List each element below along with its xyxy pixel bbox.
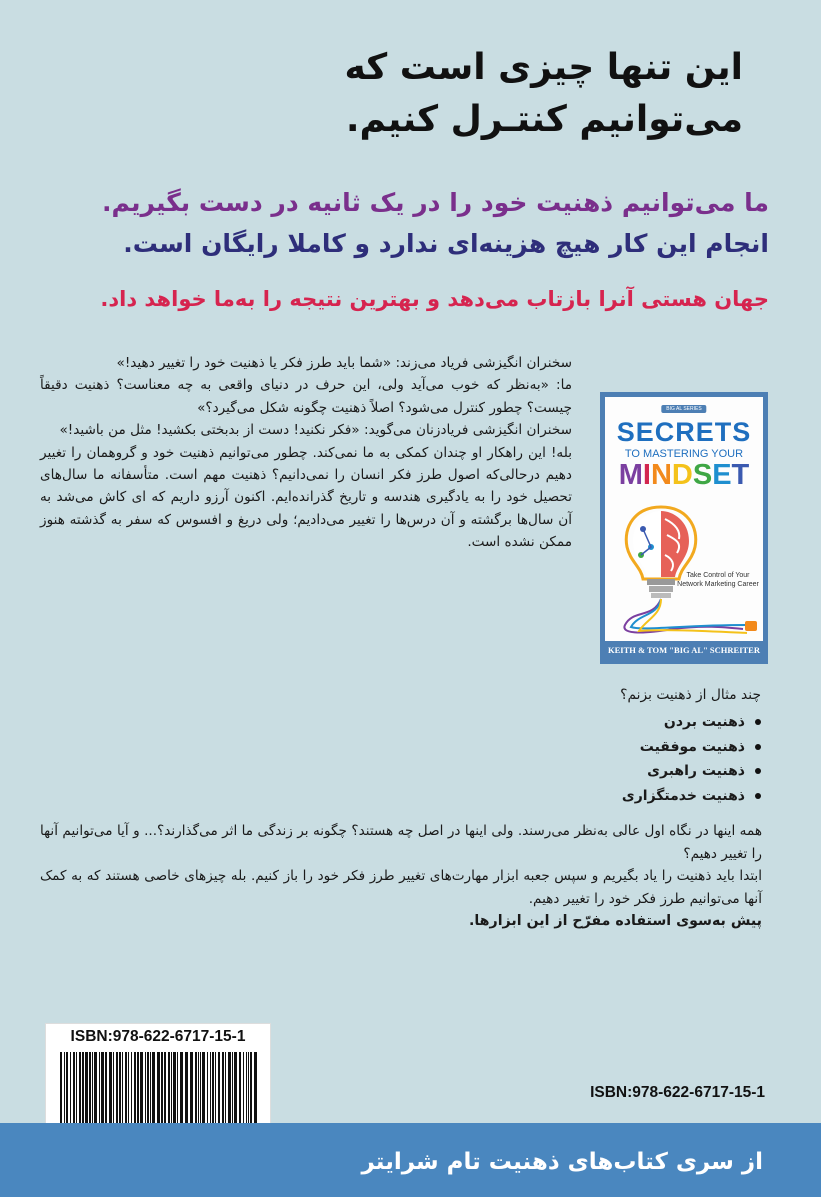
cover-title-letter: M [618,459,643,491]
cover-title-letter: E [712,459,732,491]
cover-title-middle: TO MASTERING YOUR [624,448,744,460]
cover-authors: KEITH & TOM "BIG AL" SCHREITER [605,641,763,659]
book-cover-image [600,392,768,664]
barcode-isbn-label: ISBN:978-622-6717-15-1 [70,1028,246,1045]
dialogue-paragraph: ما: «به‌نظر که خوب می‌آید ولی، این حرف در دنیای واقعی به چه معناست؟ ذهنیت دقیقاً چیست؟ چطور کنترل می‌شود؟ اصلاً ذهنیت چگونه شکل می‌گیرد؟» [40,377,572,416]
series-banner [0,1123,821,1197]
cover-title-letter: T [731,459,750,491]
cover-title-secrets: SECRETS [616,417,752,447]
list-item: ذهنیت موفقیت [622,735,761,760]
cover-title-letter: S [692,459,713,491]
list-item: ذهنیت بردن [622,710,761,735]
examples-question: چند مثال از ذهنیت بزنم؟ [620,687,761,703]
lead-line-2: انجام این کار هیچ هزینه‌ای ندارد و کاملا رایگان است. [123,229,769,258]
dialogue-paragraph: سخنران انگیزشی فریاد می‌زند: «شما باید طرز فکر یا ذهنیت خود را تغییر دهید!» [116,355,572,371]
cover-subtitle: Take Control of Your Network Marketing Career [677,572,759,588]
cover-series-label: BIG AL SERIES [661,405,706,413]
closing-paragraph-1: همه اینها در نگاه اول عالی به‌نظر می‌رسند. ولی اینها در اصل چه هستند؟ چگونه بر زندگی ما اثر می‌گذارند؟... و آیا می‌توانیم آنها را تغییر دهیم؟ [40,823,762,862]
list-item: ذهنیت راهبری [622,759,761,784]
closing-paragraph-3: پیش به‌سوی استفاده مفرّح از این ابزارها. [468,913,762,930]
headline [223,42,743,146]
series-title: از سری کتاب‌های ذهنیت تام شرایتر [361,1149,763,1175]
lightbulb-brain-icon [613,499,763,639]
dialogue-text [40,352,572,554]
dialogue-paragraph: سخنران انگیزشی فریادزنان می‌گوید: «فکر نکنید! دست از بدبختی بکشید! مثل من باشید!» [59,422,572,439]
dialogue-paragraph: بله! این راهکار او چندان کمکی به ما نمی‌کند. چطور می‌توانیم ذهنیت خود و گروهمان را تغییر دهیم درحالی‌که اصول طرز فکر انسان را نمی‌دانیم؟ ذهنیت مهم است. متأسفانه ما سال‌های تحصیل خود را به یادگیری هندسه و تاریخ گذرانده‌ایم. اکنون آرزو داریم که ای کاش می‌شد به آن سال‌ها برگشته و آن درس‌ها را تغییر می‌دادیم؛ ولی دریغ و افسوس که سفر به گذشته هنوز ممکن نشده است. [40,444,572,551]
closing-text [40,820,762,933]
examples-list [622,710,761,808]
cover-title-letter: I [642,459,651,491]
cover-title-letter: D [671,459,693,491]
closing-paragraph-2: ابتدا باید ذهنیت را یاد بگیریم و سپس جعبه ابزار مهارت‌های تغییر طرز فکر خود را باز کنیم. بله چیزهای خاصی هستند که به کمک آنها می‌توانیم طرز فکر خود را تغییر دهیم. [40,868,762,907]
headline-line-1: این تنها چیزی است که [344,47,743,88]
lead-line-3: جهان هستی آنرا بازتاب می‌دهد و بهترین نتیجه را به‌ما خواهد داد. [100,287,769,311]
headline-line-2: می‌توانیم کنتـرل کنیم. [345,99,743,140]
cover-title-mindset [605,459,763,492]
cover-title-letter: N [650,459,672,491]
lead-line-1: ما می‌توانیم ذهنیت خود را در یک ثانیه در دست بگیریم. [101,188,769,217]
list-item: ذهنیت خدمتگزاری [622,784,761,809]
isbn-text: ISBN:978-622-6717-15-1 [590,1084,765,1101]
